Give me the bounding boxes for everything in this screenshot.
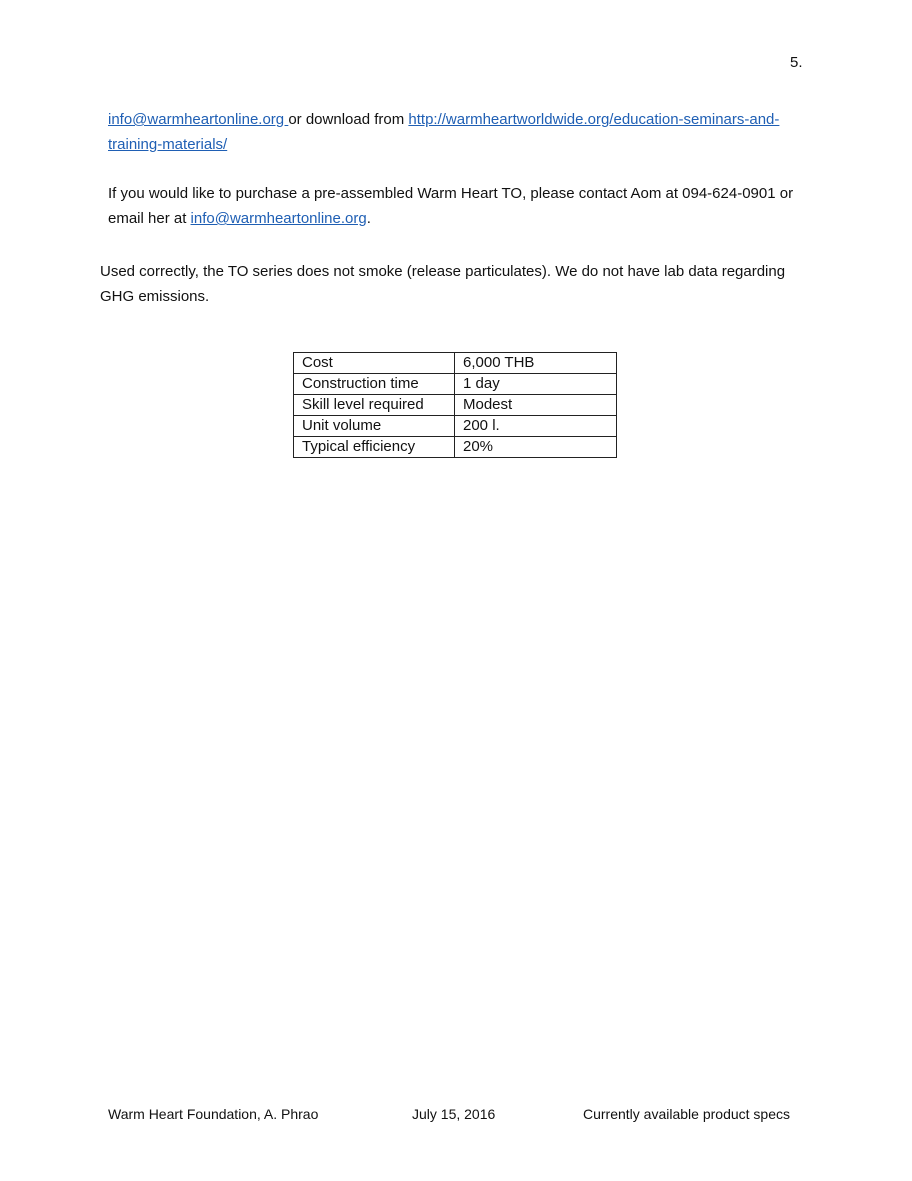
emissions-paragraph: Used correctly, the TO series does not smoke (release particulates). We do not have lab data regarding GHG emissions.: [100, 263, 786, 305]
spec-label: Unit volume: [294, 416, 455, 437]
table-row: [294, 374, 617, 395]
purchase-text: If you would like to purchase a pre-assembled Warm Heart TO, please contact Aom at 094-624-0901 or email her at: [108, 185, 794, 227]
spec-label: Cost: [294, 353, 455, 374]
spec-value: Modest: [455, 395, 617, 416]
footer-date: July 15, 2016: [412, 1106, 496, 1122]
table-row: [294, 416, 617, 437]
page-number: 5.: [790, 54, 803, 71]
footer-author: Warm Heart Foundation, A. Phrao: [108, 1106, 319, 1122]
table-row: [294, 395, 617, 416]
table-row: [294, 353, 617, 374]
email-link[interactable]: info@warmheartonline.org: [108, 111, 289, 128]
spec-value: 6,000 THB: [455, 353, 617, 374]
spec-label: Skill level required: [294, 395, 455, 416]
table-row: [294, 437, 617, 458]
footer-title: Currently available product specs: [583, 1106, 790, 1122]
spec-label: Typical efficiency: [294, 437, 455, 458]
download-url-link[interactable]: http://warmheartworldwide.org/education-seminars-and-training-materials/: [108, 111, 780, 153]
spec-value: 20%: [455, 437, 617, 458]
spec-value: 1 day: [455, 374, 617, 395]
spec-value: 200 l.: [455, 416, 617, 437]
purchase-paragraph: [108, 181, 828, 231]
purchase-text-end: .: [366, 210, 371, 227]
spec-label: Construction time: [294, 374, 455, 395]
specs-table: [293, 352, 617, 458]
download-paragraph: [108, 107, 828, 157]
download-text: or download from: [288, 111, 409, 128]
purchase-email-link[interactable]: info@warmheartonline.org: [190, 210, 367, 227]
